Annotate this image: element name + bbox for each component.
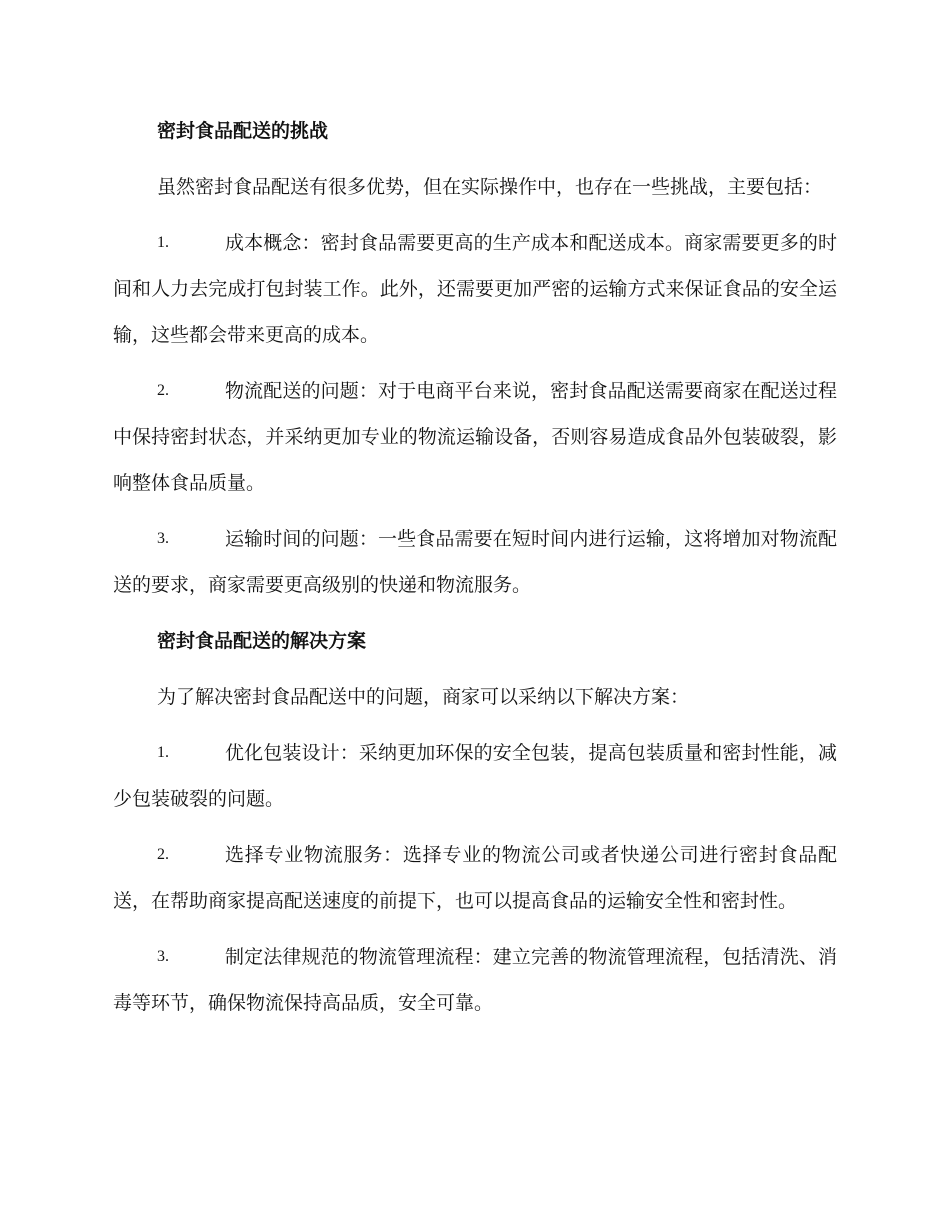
solution-item-2 xyxy=(113,832,837,924)
challenges-intro: 虽然密封食品配送有很多优势，但在实际操作中，也存在一些挑战，主要包括： xyxy=(157,176,823,198)
list-number: 3. xyxy=(157,948,169,965)
list-item-text: 成本概念：密封食品需要更高的生产成本和配送成本。商家需要更多的时间和人力去完成打包封装工作。此外，还需要更加严密的运输方式来保证食品的安全运输，这些都会带来更高的成本。 xyxy=(113,232,837,346)
list-number: 1. xyxy=(157,744,169,761)
list-item-text: 运输时间的问题：一些食品需要在短时间内进行运输，这将增加对物流配送的要求，商家需要更高级别的快递和物流服务。 xyxy=(113,528,837,596)
list-item-text: 选择专业物流服务：选择专业的物流公司或者快递公司进行密封食品配送，在帮助商家提高配送速度的前提下，也可以提高食品的运输安全性和密封性。 xyxy=(113,844,837,912)
list-number: 2. xyxy=(157,382,169,399)
challenge-item-3 xyxy=(113,516,837,608)
list-item-text: 优化包装设计：采纳更加环保的安全包装，提高包装质量和密封性能，减少包装破裂的问题。 xyxy=(113,742,837,810)
list-number: 2. xyxy=(157,846,169,863)
list-item-text: 物流配送的问题：对于电商平台来说，密封食品配送需要商家在配送过程中保持密封状态，并采纳更加专业的物流运输设备，否则容易造成食品外包装破裂，影响整体食品质量。 xyxy=(113,380,837,494)
solutions-intro: 为了解决密封食品配送中的问题，商家可以采纳以下解决方案： xyxy=(157,686,690,708)
section-heading-solutions: 密封食品配送的解决方案 xyxy=(157,630,367,652)
challenge-item-1 xyxy=(113,220,837,358)
section-heading-challenges: 密封食品配送的挑战 xyxy=(157,120,329,142)
challenge-item-2 xyxy=(113,368,837,506)
solution-item-1 xyxy=(113,730,837,822)
list-item-text: 制定法律规范的物流管理流程：建立完善的物流管理流程，包括清洗、消毒等环节，确保物流保持高品质，安全可靠。 xyxy=(113,946,837,1014)
document-page xyxy=(113,108,837,1036)
solution-item-3 xyxy=(113,934,837,1026)
list-number: 1. xyxy=(157,234,169,251)
list-number: 3. xyxy=(157,530,169,547)
